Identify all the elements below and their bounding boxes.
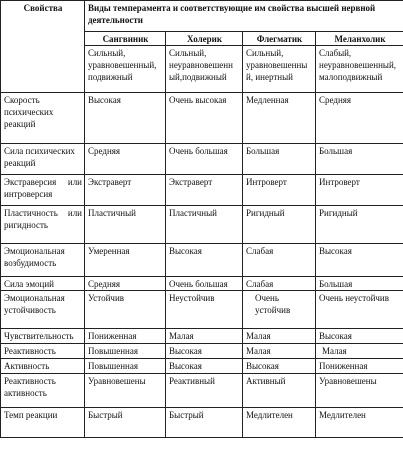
value-cell — [243, 277, 316, 291]
nervous-system-cell — [316, 46, 403, 93]
cell-value: Медлителен — [319, 410, 366, 420]
value-cell — [316, 93, 403, 144]
table-row — [1, 93, 403, 144]
cell-value: Быстрый — [169, 410, 204, 420]
property-cell — [1, 277, 85, 291]
value-cell — [243, 175, 316, 206]
nervous-system-text: Сильный, неуравновешенн ый,подвижный — [169, 48, 233, 82]
cell-value: Активный — [246, 376, 286, 386]
cell-value: Медленная — [246, 95, 289, 105]
nervous-system-cell — [166, 46, 243, 93]
cell-value: Повышенная — [88, 361, 138, 371]
value-cell — [243, 244, 316, 277]
property-cell — [1, 291, 85, 329]
table-row — [1, 244, 403, 277]
cell-value: Большая — [246, 146, 280, 156]
cell-value: Очень большая — [169, 146, 228, 156]
type-header-cell — [85, 32, 166, 46]
property-label: Сила психических реакций — [4, 146, 75, 168]
property-label: Пластичность или ригидность — [4, 208, 82, 230]
value-cell — [166, 277, 243, 291]
property-cell — [1, 408, 85, 438]
value-cell — [166, 374, 243, 408]
cell-value: Пластичный — [169, 208, 217, 218]
cell-value: Очень устойчив — [255, 293, 291, 315]
value-cell — [243, 374, 316, 408]
value-cell — [166, 329, 243, 344]
type-header-cell — [243, 32, 316, 46]
cell-value: Повышенная — [88, 346, 138, 356]
value-cell — [85, 144, 166, 175]
cell-value: Интроверт — [246, 177, 287, 187]
type-header-cell — [166, 32, 243, 46]
table-row — [1, 329, 403, 344]
cell-value: Ригидный — [246, 208, 285, 218]
cell-value: Пластичный — [88, 208, 136, 218]
cell-value: Интроверт — [319, 177, 360, 187]
value-cell — [166, 144, 243, 175]
cell-value: Высокая — [319, 331, 352, 341]
cell-value: Высокая — [169, 361, 202, 371]
value-cell — [243, 93, 316, 144]
value-cell — [316, 359, 403, 374]
value-cell — [85, 277, 166, 291]
value-cell — [166, 244, 243, 277]
cell-value: Очень неустойчив — [319, 293, 389, 303]
cell-value: Уравновешены — [88, 376, 146, 386]
cell-value: Быстрый — [88, 410, 123, 420]
value-cell — [85, 291, 166, 329]
type-sanguine: Сангвиник — [102, 34, 149, 44]
property-cell — [1, 175, 85, 206]
property-label: Эмоциональная устойчивость — [4, 293, 65, 315]
cell-value: Ригидный — [319, 208, 358, 218]
property-cell — [1, 244, 85, 277]
property-label: Чувствительность — [4, 331, 74, 341]
cell-value: Медлителен — [246, 410, 293, 420]
property-label: Эмоциональная возбудимость — [4, 246, 65, 268]
cell-value: Неустойчив — [169, 293, 215, 303]
cell-value: Малая — [322, 346, 347, 356]
group-header-cell — [85, 1, 403, 32]
property-label: Экстраверсия или интроверсия — [4, 177, 82, 199]
type-choleric: Холерик — [186, 34, 223, 44]
value-cell — [85, 93, 166, 144]
type-melancholic: Меланхолик — [334, 34, 386, 44]
value-cell — [166, 359, 243, 374]
cell-value: Экстраверт — [88, 177, 132, 187]
value-cell — [166, 93, 243, 144]
nervous-system-text: Слабый, неуравновешенный, малоподвижный — [319, 48, 397, 82]
value-cell — [316, 144, 403, 175]
table-row — [1, 359, 403, 374]
value-cell — [316, 206, 403, 244]
cell-value: Экстраверт — [169, 177, 213, 187]
cell-value: Пониженная — [319, 361, 368, 371]
property-cell — [1, 374, 85, 408]
corner-header-cell — [1, 1, 85, 93]
value-cell — [85, 175, 166, 206]
value-cell — [243, 291, 316, 329]
value-cell — [85, 408, 166, 438]
value-cell — [85, 344, 166, 359]
value-cell — [243, 408, 316, 438]
value-cell — [243, 144, 316, 175]
cell-value: Пониженная — [88, 331, 137, 341]
cell-value: Большая — [319, 279, 353, 289]
table-row — [1, 277, 403, 291]
cell-value: Малая — [246, 346, 271, 356]
value-cell — [85, 329, 166, 344]
table-row — [1, 374, 403, 408]
nervous-system-text: Сильный, уравновешенны й, инертный — [246, 48, 308, 82]
cell-value: Уравновешены — [319, 376, 377, 386]
property-label: Темп реакции — [4, 410, 58, 420]
property-cell — [1, 359, 85, 374]
cell-value: Средняя — [319, 95, 352, 105]
value-cell — [166, 408, 243, 438]
cell-value: Малая — [169, 331, 194, 341]
value-cell — [85, 206, 166, 244]
cell-value: Реактивный — [169, 376, 215, 386]
property-cell — [1, 329, 85, 344]
property-label: Активность — [4, 361, 50, 371]
cell-value: Высокая — [319, 246, 352, 256]
value-cell — [316, 244, 403, 277]
header-row-group — [1, 1, 403, 32]
table-row — [1, 408, 403, 438]
value-cell — [243, 206, 316, 244]
value-cell — [85, 244, 166, 277]
property-label: Реактивность активность — [4, 376, 56, 398]
corner-header: Свойства — [23, 3, 63, 13]
value-cell — [243, 359, 316, 374]
nervous-system-cell — [243, 46, 316, 93]
type-header-cell — [316, 32, 403, 46]
nervous-system-text: Сильный, уравновешенный, подвижный — [88, 48, 157, 82]
table-row — [1, 206, 403, 244]
property-label: Сила эмоций — [4, 279, 54, 289]
property-cell — [1, 144, 85, 175]
type-phlegmatic: Флегматик — [256, 34, 303, 44]
cell-value: Высокая — [246, 361, 279, 371]
property-label: Скорость психических реакций — [4, 95, 54, 129]
value-cell — [316, 175, 403, 206]
table-row — [1, 144, 403, 175]
cell-value: Очень большая — [169, 279, 228, 289]
nervous-system-cell — [85, 46, 166, 93]
cell-value: Очень высокая — [169, 95, 227, 105]
table-row — [1, 175, 403, 206]
cell-value: Средняя — [88, 279, 121, 289]
value-cell — [166, 344, 243, 359]
group-header: Виды темперамента и соответствующие им свойства высшей нервной деятельности — [88, 3, 376, 25]
table-row — [1, 344, 403, 359]
cell-value: Высокая — [169, 246, 202, 256]
value-cell — [166, 291, 243, 329]
property-label: Реактивность — [4, 346, 56, 356]
cell-value: Устойчив — [88, 293, 125, 303]
value-cell — [166, 206, 243, 244]
property-cell — [1, 206, 85, 244]
cell-value: Большая — [319, 146, 353, 156]
value-cell — [316, 329, 403, 344]
value-cell — [243, 344, 316, 359]
value-cell — [166, 175, 243, 206]
property-cell — [1, 344, 85, 359]
value-cell — [316, 408, 403, 438]
value-cell — [85, 374, 166, 408]
cell-value: Высокая — [169, 346, 202, 356]
table-row — [1, 291, 403, 329]
cell-value: Средняя — [88, 146, 121, 156]
cell-value: Слабая — [246, 279, 274, 289]
cell-value: Умеренная — [88, 246, 130, 256]
value-cell — [316, 277, 403, 291]
value-cell — [316, 374, 403, 408]
value-cell — [243, 329, 316, 344]
value-cell — [316, 344, 403, 359]
value-cell — [85, 359, 166, 374]
cell-value: Малая — [246, 331, 271, 341]
cell-value: Высокая — [88, 95, 121, 105]
cell-value: Слабая — [246, 246, 274, 256]
value-cell — [316, 291, 403, 329]
property-cell — [1, 93, 85, 144]
